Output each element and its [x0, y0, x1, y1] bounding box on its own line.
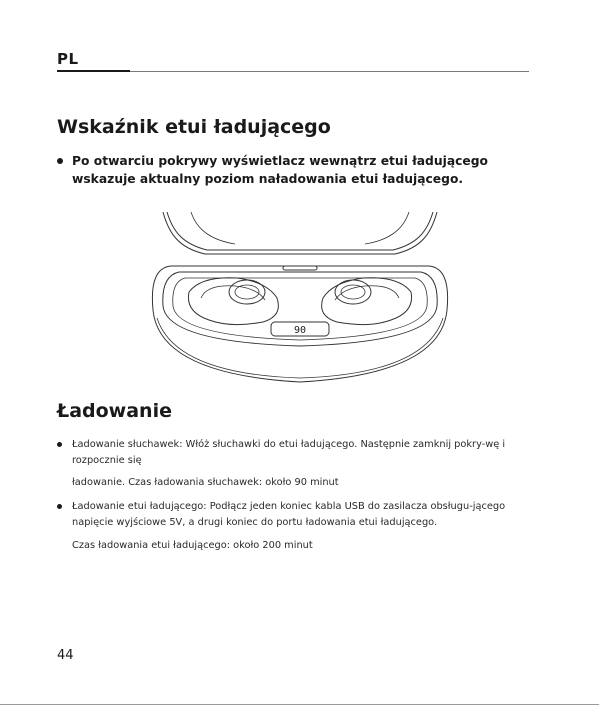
earbuds-charging-time: ładowanie. Czas ładowania słuchawek: około 90 minut	[72, 477, 339, 488]
list-item-earbuds-charging	[57, 437, 533, 469]
language-label: PL	[57, 50, 79, 68]
case-charging-time: Czas ładowania etui ładującego: około 200 minut	[72, 540, 313, 551]
header-rule	[130, 71, 529, 72]
bottom-rule	[0, 704, 599, 705]
section-title-charging: Ładowanie	[57, 400, 172, 422]
bullet-dot	[57, 442, 62, 447]
section-title-indicator: Wskaźnik etui ładującego	[57, 116, 331, 138]
bullet-dot	[57, 158, 63, 164]
bullet-text: Po otwarciu pokrywy wyświetlacz wewnątrz etui ładującego wskazuje aktualny poziom naładowania etui ładującego.	[72, 154, 488, 186]
list-item-text: Ładowanie słuchawek: Włóż słuchawki do etui ładującego. Następnie zamknij pokry-wę i rozpocznie się	[72, 439, 506, 466]
bullet-dot	[57, 504, 62, 509]
header-rule-thick	[57, 70, 130, 72]
page-number: 44	[57, 648, 74, 663]
bullet-item	[57, 152, 533, 188]
battery-level-readout: 90	[293, 325, 307, 336]
list-item-case-charging	[57, 499, 533, 531]
charging-case-illustration	[145, 206, 455, 388]
list-item-text: Ładowanie etui ładującego: Podłącz jeden koniec kabla USB do zasilacza obsługu-jącego napięcie wyjściowe 5V, a drugi koniec do portu ładowania etui ładującego.	[72, 501, 506, 528]
